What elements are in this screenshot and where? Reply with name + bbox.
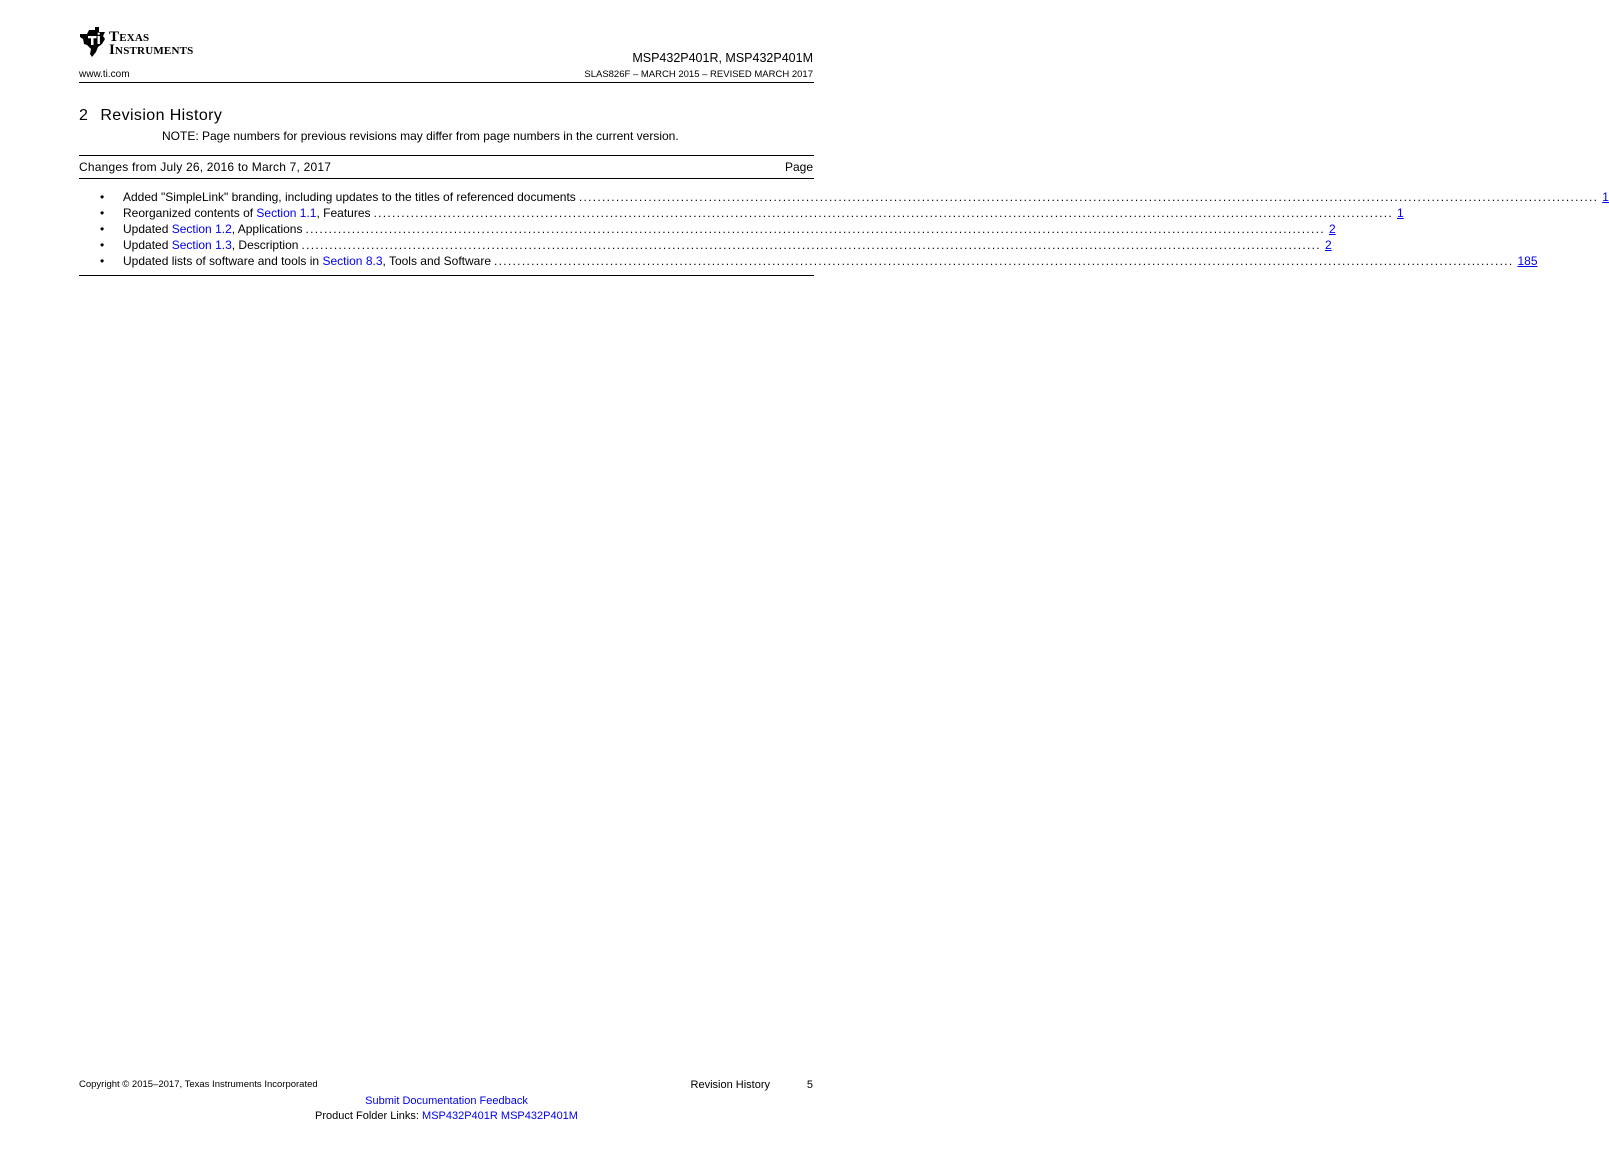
revision-note: NOTE: Page numbers for previous revisions may differ from page numbers in the current version. [162,129,679,143]
page-link[interactable]: 1 [1602,190,1609,204]
website-link[interactable]: www.ti.com [79,69,130,80]
product-folder-label: Product Folder Links: [315,1110,423,1122]
part-numbers: MSP432P401R, MSP432P401M [632,51,813,65]
ti-logo-icon [78,25,108,59]
page-column-heading: Page [784,160,813,174]
copyright: Copyright © 2015–2017, Texas Instruments Incorporated [79,1079,318,1090]
change-text: Updated lists of software and tools in [123,254,323,268]
bullet: • [100,238,105,252]
change-description [123,222,302,236]
feedback-link[interactable]: Submit Documentation Feedback [365,1095,528,1107]
list-item [79,222,1336,238]
change-text: Reorganized contents of [123,206,257,220]
table-bottom-rule [79,275,814,276]
change-text: Updated [123,222,172,236]
table-header-rule [79,178,814,179]
dot-leader: ............................................................................................................................................................................................................................ [373,206,1393,220]
product-link-msp432p401m[interactable]: MSP432P401M [500,1110,578,1122]
bullet: • [100,190,105,204]
product-folder-links [0,1110,893,1122]
section-heading [79,107,222,125]
section-number: 2 [79,107,89,124]
page-link[interactable]: 185 [1517,254,1538,268]
section-link[interactable]: Section 1.1 [256,206,317,220]
list-item [79,190,1609,206]
page-link[interactable]: 2 [1324,238,1332,252]
bullet: • [100,206,105,220]
ti-logo [78,25,218,61]
logo-text-texas: TEXAS [109,29,150,45]
list-item [79,254,1538,270]
section-link[interactable]: Section 1.3 [171,238,232,252]
product-link-msp432p401r[interactable]: MSP432P401R [422,1110,498,1122]
change-description [123,190,576,204]
change-text: Updated [123,238,172,252]
list-item [79,206,1404,222]
change-text-suffix: , Description [231,238,299,252]
change-text-suffix: , Features [316,206,371,220]
list-item [79,238,1332,254]
bullet: • [100,254,105,268]
page-number: 5 [806,1079,813,1091]
section-link[interactable]: Section 1.2 [171,222,232,236]
dot-leader: ............................................................................................................................................................................................................................ [305,222,1325,236]
change-text-suffix: , Applications [231,222,303,236]
change-description [123,254,491,268]
section-title: Revision History [100,107,223,124]
change-text-suffix: , Tools and Software [382,254,492,268]
page-link[interactable]: 2 [1328,222,1336,236]
page-link[interactable]: 1 [1396,206,1404,220]
document-id: SLAS826F – MARCH 2015 – REVISED MARCH 2017 [584,69,813,80]
change-text: Added "SimpleLink" branding, including updates to the titles of referenced documents [123,190,576,204]
section-link[interactable]: Section 8.3 [322,254,383,268]
header-divider [79,82,814,83]
dot-leader: ............................................................................................................................................................................................................................ [494,254,1514,268]
logo-text-instruments: INSTRUMENTS [109,42,194,58]
change-description [123,206,371,220]
running-head: Revision History [690,1079,770,1091]
changes-heading: Changes from July 26, 2016 to March 7, 2017 [79,160,332,174]
change-description [123,238,298,252]
table-top-rule [79,155,814,156]
dot-leader: ............................................................................................................................................................................................................................ [301,238,1321,252]
bullet: • [100,222,105,236]
dot-leader: ............................................................................................................................................................................................................................ [578,190,1599,204]
